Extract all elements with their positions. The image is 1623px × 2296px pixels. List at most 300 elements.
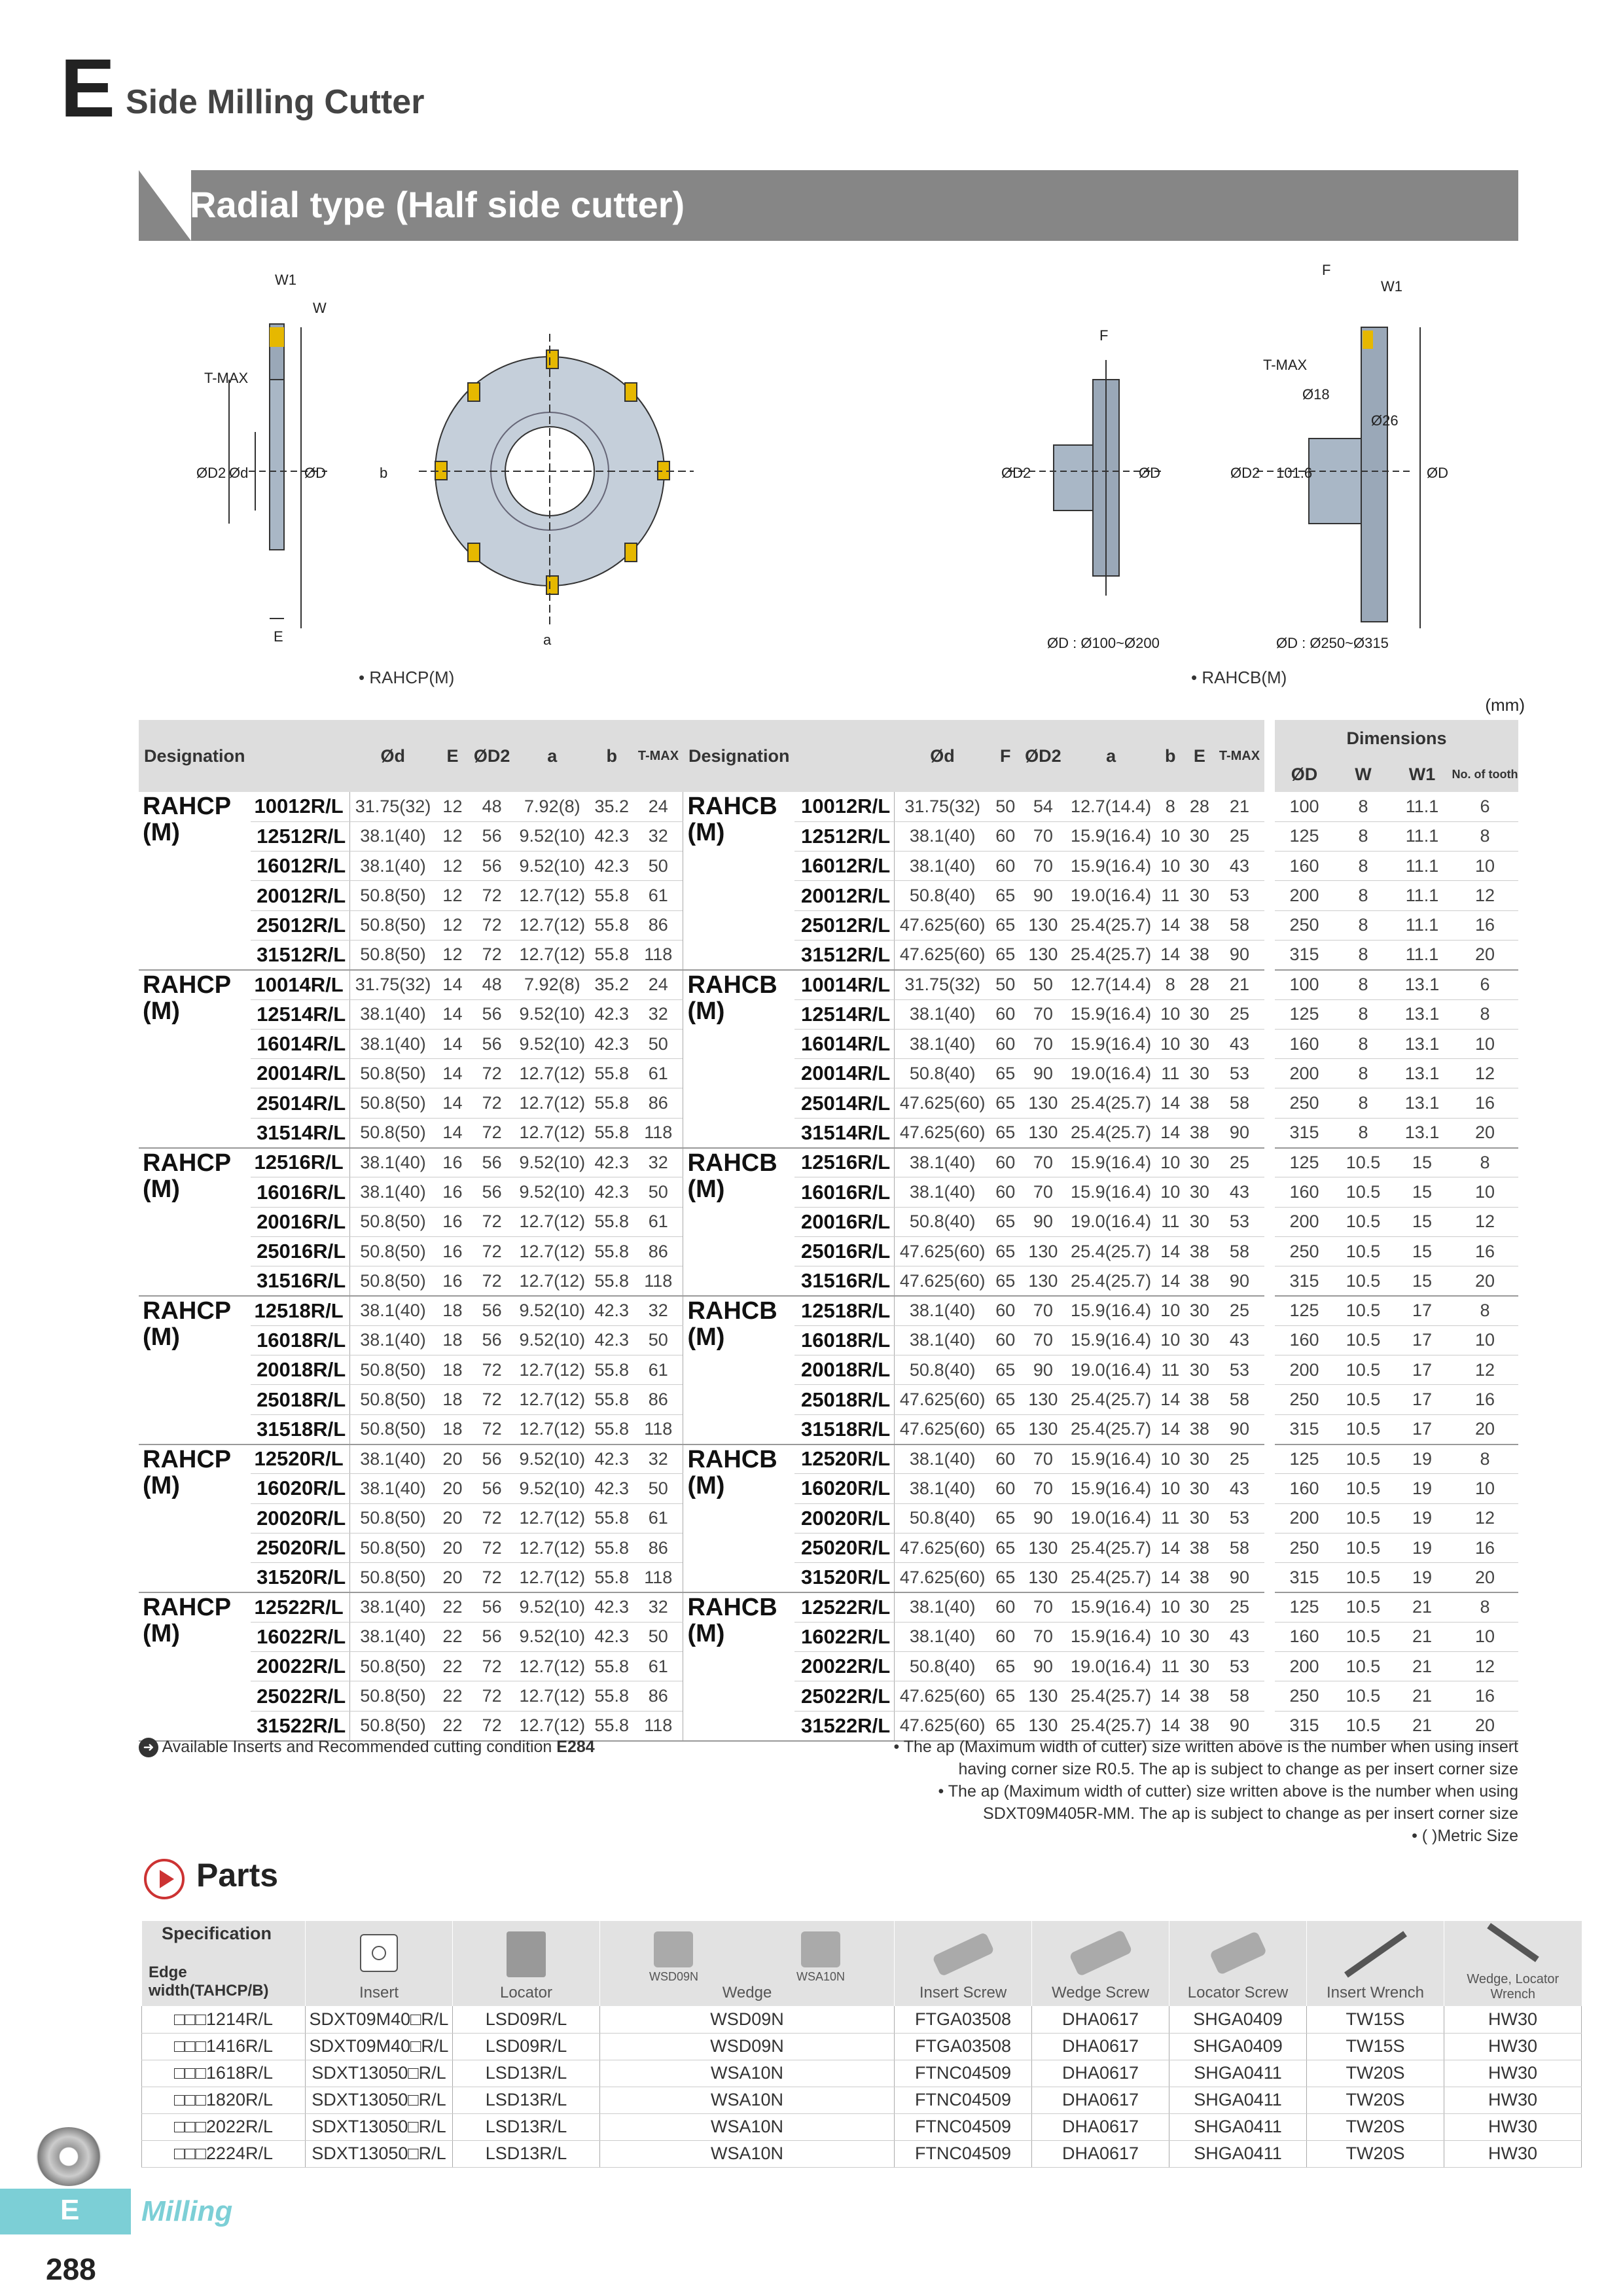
screw-icon	[1209, 1931, 1267, 1975]
table-cell: 10	[1452, 1177, 1518, 1207]
available-ref: E284	[556, 1738, 595, 1756]
table-cell: 12	[436, 940, 469, 969]
table-cell: 50.8(50)	[350, 1385, 436, 1414]
table-cell: 19	[1393, 1474, 1452, 1503]
table-cell: 14	[1156, 1681, 1185, 1711]
table-cell: 55.8	[590, 1503, 633, 1533]
table-cell: 20	[1452, 1711, 1518, 1740]
table-cell: 11.1	[1393, 881, 1452, 910]
table-cell: 38.1(40)	[895, 1296, 991, 1325]
table-row	[139, 1444, 1264, 1474]
table-cell: 160	[1275, 1474, 1334, 1503]
parts-cell: LSD13R/L	[453, 2060, 600, 2087]
table-cell: 25	[1215, 1296, 1264, 1325]
table-row	[1275, 1503, 1518, 1533]
hdr-f-r: F	[990, 720, 1020, 792]
table-cell: 10	[1156, 1474, 1185, 1503]
table-cell: 30	[1185, 999, 1215, 1029]
series-label: RAHCB (M)	[683, 1592, 795, 1740]
table-cell: 42.3	[590, 1474, 633, 1503]
table-cell: 15.9(16.4)	[1065, 821, 1156, 851]
table-cell: 50	[633, 1622, 683, 1651]
table-cell: 20	[1452, 1563, 1518, 1592]
parts-cell: SDXT09M40□R/L	[306, 2006, 453, 2033]
table-cell: 12.7(14.4)	[1065, 970, 1156, 999]
hdr-dims-w1: W1	[1393, 757, 1452, 792]
table-cell: 58	[1215, 1385, 1264, 1414]
table-cell: 25.4(25.7)	[1065, 1563, 1156, 1592]
table-cell: 10.5	[1334, 1148, 1393, 1177]
table-cell: 10	[1156, 1325, 1185, 1355]
table-cell: 72	[469, 1088, 514, 1118]
table-cell: 10.5	[1334, 1266, 1393, 1296]
table-row	[1275, 1533, 1518, 1562]
table-cell: 12.7(12)	[514, 1652, 590, 1681]
table-cell: 8	[1334, 1029, 1393, 1058]
parts-hdr-wedge-screw: Wedge Screw	[1032, 1921, 1169, 2006]
wrench-icon	[1487, 1923, 1539, 1962]
table-cell: 10.5	[1334, 1652, 1393, 1681]
table-row	[1275, 1622, 1518, 1651]
series-label: RAHCP (M)	[139, 1444, 251, 1592]
series-label: RAHCB (M)	[683, 1296, 795, 1444]
table-cell: 50.8(40)	[895, 1503, 991, 1533]
table-cell: 50.8(50)	[350, 1533, 436, 1562]
designation: 25014R/L	[794, 1088, 894, 1118]
side-profile-body-lower	[270, 380, 284, 550]
table-cell: 19.0(16.4)	[1065, 1355, 1156, 1385]
page-title: Radial type (Half side cutter)	[190, 184, 685, 225]
table-cell: 38	[1185, 910, 1215, 940]
table-cell: 15.9(16.4)	[1065, 1148, 1156, 1177]
range-label-2: ØD : Ø250~Ø315	[1276, 635, 1389, 651]
dims-title: Dimensions	[1275, 720, 1518, 757]
table-cell: 16	[436, 1177, 469, 1207]
parts-cell: FTNC04509	[895, 2113, 1032, 2140]
table-cell: 7.92(8)	[514, 970, 590, 999]
table-row	[1275, 1474, 1518, 1503]
designation: 20020R/L	[794, 1503, 894, 1533]
table-cell: 10	[1452, 852, 1518, 881]
note-line: having corner size R0.5. The ap is subject to change as per insert corner size	[958, 1760, 1518, 1778]
table-cell: 15	[1393, 1266, 1452, 1296]
table-cell: 35.2	[590, 792, 633, 821]
table-row	[1275, 970, 1518, 999]
table-cell: 9.52(10)	[514, 1029, 590, 1058]
table-cell: 50.8(50)	[350, 881, 436, 910]
rahcb-large-hub	[1309, 439, 1361, 524]
parts-cell: FTNC04509	[895, 2140, 1032, 2167]
table-cell: 24	[633, 792, 683, 821]
table-cell: 25.4(25.7)	[1065, 1681, 1156, 1711]
table-cell: 16	[1452, 1088, 1518, 1118]
table-cell: 14	[1156, 1118, 1185, 1147]
label-w1-right: W1	[1381, 278, 1402, 295]
table-row	[1275, 881, 1518, 910]
table-row	[1275, 1029, 1518, 1058]
table-cell: 130	[1020, 1414, 1065, 1444]
designation: 25014R/L	[251, 1088, 350, 1118]
table-row	[1275, 1681, 1518, 1711]
table-cell: 38	[1185, 1563, 1215, 1592]
parts-hdr-locator-screw: Locator Screw	[1169, 1921, 1307, 2006]
parts-cell: WSA10N	[600, 2087, 895, 2113]
table-cell: 22	[436, 1681, 469, 1711]
table-cell: 38	[1185, 1533, 1215, 1562]
table-cell: 50.8(40)	[895, 1207, 991, 1236]
table-cell: 47.625(60)	[895, 1236, 991, 1266]
designation: 31516R/L	[794, 1266, 894, 1296]
parts-cell: SHGA0411	[1169, 2087, 1307, 2113]
table-cell: 10	[1156, 1592, 1185, 1622]
insert-mark	[270, 327, 284, 347]
designation: 16022R/L	[251, 1622, 350, 1651]
table-cell: 47.625(60)	[895, 1266, 991, 1296]
table-cell: 14	[436, 999, 469, 1029]
table-cell: 65	[990, 1385, 1020, 1414]
table-cell: 72	[469, 1533, 514, 1562]
insert-icon	[360, 1934, 398, 1972]
cutter-drawings	[196, 262, 1538, 687]
table-cell: 10.5	[1334, 1236, 1393, 1266]
table-cell: 200	[1275, 1207, 1334, 1236]
table-cell: 8	[1334, 940, 1393, 969]
table-cell: 38.1(40)	[350, 1325, 436, 1355]
series-label: RAHCB (M)	[683, 1148, 795, 1296]
table-cell: 125	[1275, 1296, 1334, 1325]
table-cell: 72	[469, 940, 514, 969]
section-letter: E	[60, 42, 116, 134]
parts-row	[142, 2033, 1582, 2060]
table-cell: 160	[1275, 852, 1334, 881]
table-row	[1275, 1385, 1518, 1414]
label-d18: Ø18	[1302, 386, 1330, 403]
designation: 25012R/L	[794, 910, 894, 940]
table-cell: 50.8(50)	[350, 910, 436, 940]
parts-cell: DHA0617	[1032, 2060, 1169, 2087]
table-cell: 18	[436, 1355, 469, 1385]
table-cell: 31.75(32)	[350, 970, 436, 999]
table-row	[1275, 1118, 1518, 1147]
table-cell: 16	[436, 1266, 469, 1296]
table-cell: 30	[1185, 821, 1215, 851]
table-row	[1275, 821, 1518, 851]
table-cell: 15	[1393, 1236, 1452, 1266]
designation: 20012R/L	[794, 881, 894, 910]
table-cell: 20	[1452, 940, 1518, 969]
table-cell: 50.8(50)	[350, 940, 436, 969]
table-cell: 30	[1185, 1622, 1215, 1651]
table-cell: 11	[1156, 881, 1185, 910]
designation: 20014R/L	[794, 1059, 894, 1088]
hdr-dims-w: W	[1334, 757, 1393, 792]
hdr-designation-r: Designation	[683, 720, 795, 792]
table-cell: 13.1	[1393, 1088, 1452, 1118]
table-cell: 58	[1215, 910, 1264, 940]
table-cell: 12	[1452, 1355, 1518, 1385]
designation: 31522R/L	[794, 1711, 894, 1740]
label-od2-mid: ØD2	[1001, 465, 1031, 481]
designation: 12520R/L	[794, 1444, 894, 1474]
table-cell: 60	[990, 1622, 1020, 1651]
table-cell: 72	[469, 1059, 514, 1088]
wedge-icon	[801, 1931, 840, 1967]
table-cell: 70	[1020, 1177, 1065, 1207]
parts-spec-header	[142, 1921, 306, 2006]
table-cell: 55.8	[590, 1681, 633, 1711]
table-cell: 55.8	[590, 1118, 633, 1147]
table-cell: 15.9(16.4)	[1065, 1177, 1156, 1207]
table-row	[1275, 792, 1518, 821]
table-cell: 58	[1215, 1088, 1264, 1118]
table-cell: 61	[633, 1503, 683, 1533]
table-cell: 70	[1020, 1622, 1065, 1651]
table-cell: 90	[1020, 1355, 1065, 1385]
table-cell: 10.5	[1334, 1355, 1393, 1385]
table-cell: 118	[633, 1563, 683, 1592]
table-cell: 47.625(60)	[895, 1681, 991, 1711]
designation: 10012R/L	[251, 792, 350, 821]
table-cell: 8	[1156, 970, 1185, 999]
table-cell: 65	[990, 1533, 1020, 1562]
table-cell: 130	[1020, 1563, 1065, 1592]
table-cell: 12.7(12)	[514, 940, 590, 969]
table-cell: 22	[436, 1592, 469, 1622]
table-cell: 25.4(25.7)	[1065, 1533, 1156, 1562]
table-cell: 8	[1334, 910, 1393, 940]
table-cell: 50	[633, 1325, 683, 1355]
table-cell: 55.8	[590, 1414, 633, 1444]
table-cell: 42.3	[590, 852, 633, 881]
table-cell: 25.4(25.7)	[1065, 1414, 1156, 1444]
table-cell: 90	[1215, 1563, 1264, 1592]
parts-cell: SDXT13050□R/L	[306, 2060, 453, 2087]
label-f-mid: F	[1099, 327, 1109, 344]
table-cell: 32	[633, 1296, 683, 1325]
table-cell: 9.52(10)	[514, 1622, 590, 1651]
table-cell: 50	[990, 970, 1020, 999]
table-cell: 8	[1334, 881, 1393, 910]
table-cell: 72	[469, 1266, 514, 1296]
table-cell: 30	[1185, 1592, 1215, 1622]
table-cell: 60	[990, 1296, 1020, 1325]
table-cell: 11	[1156, 1652, 1185, 1681]
table-cell: 42.3	[590, 1296, 633, 1325]
table-row	[1275, 1059, 1518, 1088]
table-cell: 47.625(60)	[895, 940, 991, 969]
table-cell: 31.75(32)	[895, 792, 991, 821]
table-cell: 160	[1275, 1325, 1334, 1355]
table-cell: 50	[633, 852, 683, 881]
table-cell: 72	[469, 1711, 514, 1740]
table-cell: 130	[1020, 940, 1065, 969]
table-cell: 19	[1393, 1444, 1452, 1474]
edge-label: Edge width(TAHCP/B)	[149, 1963, 269, 2000]
table-cell: 6	[1452, 792, 1518, 821]
table-cell: 50.8(50)	[350, 1414, 436, 1444]
table-cell: 56	[469, 1622, 514, 1651]
parts-cell: LSD13R/L	[453, 2140, 600, 2167]
table-cell: 72	[469, 1236, 514, 1266]
designation: 12512R/L	[794, 821, 894, 851]
table-cell: 21	[1393, 1652, 1452, 1681]
parts-cell: WSA10N	[600, 2113, 895, 2140]
table-cell: 11.1	[1393, 821, 1452, 851]
table-cell: 38.1(40)	[350, 1029, 436, 1058]
table-cell: 30	[1185, 1296, 1215, 1325]
series-label: RAHCP (M)	[139, 1296, 251, 1444]
table-cell: 250	[1275, 1088, 1334, 1118]
table-cell: 118	[633, 1118, 683, 1147]
table-cell: 14	[436, 1118, 469, 1147]
parts-hdr-wedge: WSD09N WSA10N Wedge	[600, 1921, 895, 2006]
table-cell: 20	[436, 1503, 469, 1533]
table-row	[1275, 999, 1518, 1029]
designation: 16012R/L	[794, 852, 894, 881]
table-cell: 8	[1452, 1444, 1518, 1474]
table-cell: 38.1(40)	[895, 1325, 991, 1355]
table-cell: 10.5	[1334, 1296, 1393, 1325]
designation: 12516R/L	[794, 1148, 894, 1177]
table-cell: 13.1	[1393, 1118, 1452, 1147]
table-cell: 125	[1275, 821, 1334, 851]
screw-icon	[932, 1932, 995, 1977]
parts-cell: HW30	[1444, 2140, 1582, 2167]
spec-table	[139, 720, 1264, 1742]
table-cell: 47.625(60)	[895, 1533, 991, 1562]
table-cell: 38	[1185, 1088, 1215, 1118]
table-cell: 55.8	[590, 1385, 633, 1414]
table-cell: 50.8(50)	[350, 1652, 436, 1681]
table-row	[1275, 1088, 1518, 1118]
designation: 20012R/L	[251, 881, 350, 910]
table-cell: 56	[469, 1296, 514, 1325]
table-cell: 50.8(40)	[895, 881, 991, 910]
table-cell: 200	[1275, 881, 1334, 910]
table-cell: 25	[1215, 1592, 1264, 1622]
table-cell: 50.8(50)	[350, 1503, 436, 1533]
table-cell: 55.8	[590, 1088, 633, 1118]
table-cell: 50.8(50)	[350, 1266, 436, 1296]
table-cell: 86	[633, 1533, 683, 1562]
label-a: a	[543, 632, 552, 648]
designation: 12514R/L	[251, 999, 350, 1029]
parts-cell: HW30	[1444, 2006, 1582, 2033]
table-cell: 15.9(16.4)	[1065, 999, 1156, 1029]
table-cell: 200	[1275, 1355, 1334, 1385]
table-cell: 30	[1185, 1444, 1215, 1474]
table-cell: 38.1(40)	[350, 1296, 436, 1325]
table-cell: 10	[1156, 852, 1185, 881]
table-cell: 56	[469, 852, 514, 881]
table-cell: 10	[1452, 1325, 1518, 1355]
table-cell: 8	[1334, 821, 1393, 851]
parts-cell: SHGA0409	[1169, 2033, 1307, 2060]
table-cell: 19.0(16.4)	[1065, 1059, 1156, 1088]
table-cell: 9.52(10)	[514, 1148, 590, 1177]
table-cell: 58	[1215, 1236, 1264, 1266]
designation: 10012R/L	[794, 792, 894, 821]
table-cell: 7.92(8)	[514, 792, 590, 821]
table-cell: 25.4(25.7)	[1065, 1711, 1156, 1740]
table-cell: 32	[633, 999, 683, 1029]
table-cell: 118	[633, 1711, 683, 1740]
table-cell: 55.8	[590, 1711, 633, 1740]
table-cell: 42.3	[590, 1592, 633, 1622]
table-cell: 14	[1156, 1414, 1185, 1444]
table-cell: 14	[436, 1088, 469, 1118]
table-cell: 65	[990, 1503, 1020, 1533]
designation: 31520R/L	[794, 1563, 894, 1592]
parts-cell: WSA10N	[600, 2060, 895, 2087]
table-cell: 38.1(40)	[895, 1474, 991, 1503]
table-cell: 11	[1156, 1059, 1185, 1088]
series-label: RAHCP (M)	[139, 1148, 251, 1296]
table-cell: 38.1(40)	[895, 1592, 991, 1622]
table-cell: 38.1(40)	[895, 1622, 991, 1651]
parts-cell: SDXT09M40□R/L	[306, 2033, 453, 2060]
table-cell: 130	[1020, 1266, 1065, 1296]
parts-cell: □□□1416R/L	[142, 2033, 306, 2060]
table-row	[1275, 1325, 1518, 1355]
table-cell: 11	[1156, 1503, 1185, 1533]
table-cell: 43	[1215, 1474, 1264, 1503]
table-cell: 15.9(16.4)	[1065, 1592, 1156, 1622]
parts-cell: HW30	[1444, 2060, 1582, 2087]
parts-row	[142, 2087, 1582, 2113]
designation: 16018R/L	[251, 1325, 350, 1355]
table-cell: 118	[633, 1266, 683, 1296]
parts-cell: WSD09N	[600, 2006, 895, 2033]
table-cell: 56	[469, 1148, 514, 1177]
table-cell: 16	[1452, 1681, 1518, 1711]
parts-title: Parts	[196, 1857, 279, 1893]
rahcb-large-body	[1361, 327, 1387, 622]
label-od-mid: ØD	[1139, 465, 1160, 481]
table-cell: 12.7(12)	[514, 1059, 590, 1088]
table-cell: 38.1(40)	[350, 821, 436, 851]
parts-cell: DHA0617	[1032, 2006, 1169, 2033]
note-line: SDXT09M405R-MM. The ap is subject to change as per insert corner size	[983, 1804, 1518, 1823]
table-cell: 19.0(16.4)	[1065, 881, 1156, 910]
table-cell: 130	[1020, 1118, 1065, 1147]
available-inserts-note[interactable]	[139, 1736, 595, 1758]
parts-cell: HW30	[1444, 2087, 1582, 2113]
table-row	[139, 792, 1264, 821]
table-cell: 9.52(10)	[514, 821, 590, 851]
table-cell: 50.8(40)	[895, 1059, 991, 1088]
table-cell: 12.7(12)	[514, 1207, 590, 1236]
table-cell: 10.5	[1334, 1563, 1393, 1592]
table-cell: 10.5	[1334, 1503, 1393, 1533]
designation: 31516R/L	[251, 1266, 350, 1296]
table-cell: 25.4(25.7)	[1065, 940, 1156, 969]
table-cell: 47.625(60)	[895, 1385, 991, 1414]
table-cell: 65	[990, 1088, 1020, 1118]
parts-cell: LSD09R/L	[453, 2033, 600, 2060]
table-cell: 14	[1156, 1088, 1185, 1118]
table-cell: 10.5	[1334, 1207, 1393, 1236]
series-label: RAHCP (M)	[139, 792, 251, 970]
table-cell: 15.9(16.4)	[1065, 1444, 1156, 1474]
table-cell: 90	[1215, 1266, 1264, 1296]
table-cell: 50.8(50)	[350, 1088, 436, 1118]
table-cell: 65	[990, 1563, 1020, 1592]
table-cell: 65	[990, 1681, 1020, 1711]
table-cell: 10	[1156, 1444, 1185, 1474]
table-cell: 21	[1393, 1622, 1452, 1651]
table-cell: 53	[1215, 1059, 1264, 1088]
